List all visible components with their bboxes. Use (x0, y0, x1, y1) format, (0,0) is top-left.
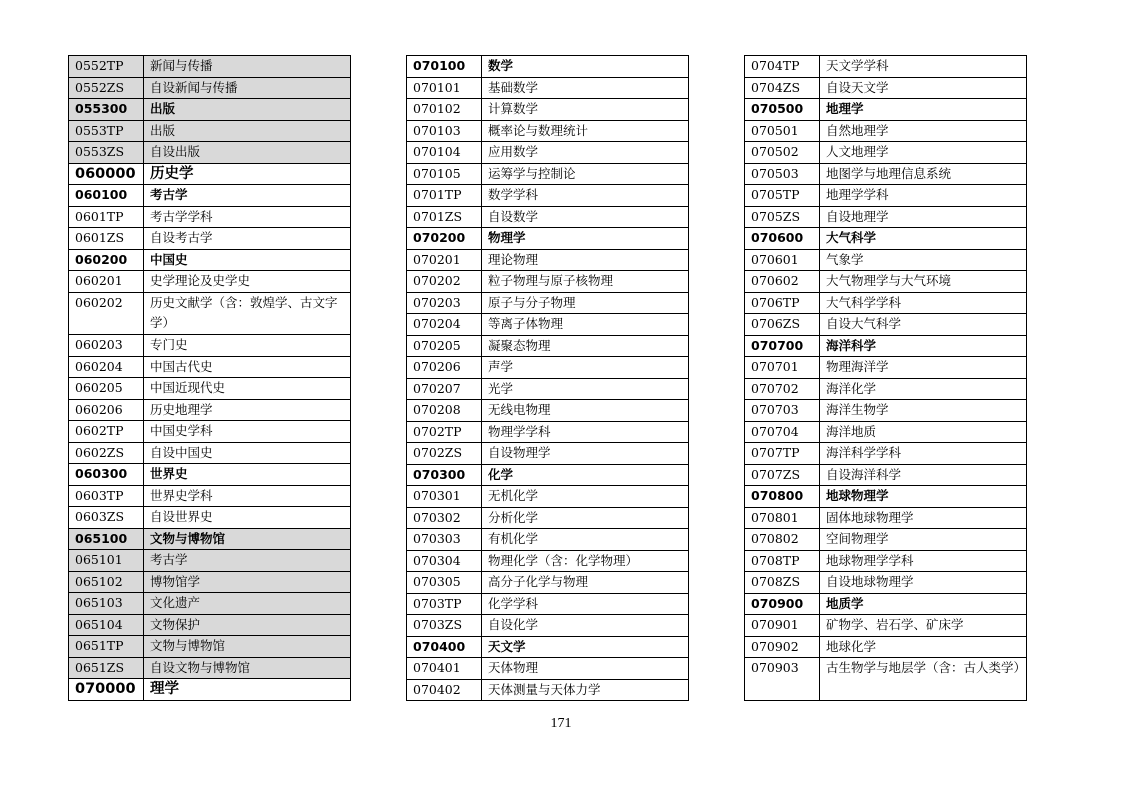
discipline-code: 0704ZS (745, 77, 820, 99)
discipline-code: 0553TP (69, 120, 144, 142)
discipline-name: 考古学 (144, 185, 351, 207)
discipline-code: 070201 (407, 249, 482, 271)
table-row (745, 206, 1027, 228)
discipline-code: 070200 (407, 228, 482, 250)
discipline-name: 自设天文学 (820, 77, 1027, 99)
discipline-name: 原子与分子物理 (482, 292, 689, 314)
discipline-code: 070704 (745, 421, 820, 443)
discipline-name: 海洋科学 (820, 335, 1027, 357)
table-row (407, 443, 689, 465)
discipline-code: 0706TP (745, 292, 820, 314)
discipline-name: 有机化学 (482, 529, 689, 551)
table-row (745, 593, 1027, 615)
discipline-name: 等离子体物理 (482, 314, 689, 336)
discipline-code: 070301 (407, 486, 482, 508)
discipline-name: 物理学学科 (482, 421, 689, 443)
table-row (745, 636, 1027, 658)
discipline-name: 文化遗产 (144, 593, 351, 615)
table-row (407, 142, 689, 164)
discipline-code: 070101 (407, 77, 482, 99)
discipline-name: 中国古代史 (144, 356, 351, 378)
discipline-name: 矿物学、岩石学、矿床学 (820, 615, 1027, 637)
discipline-code: 070303 (407, 529, 482, 551)
discipline-name: 海洋化学 (820, 378, 1027, 400)
table-row (407, 314, 689, 336)
discipline-name: 出版 (144, 120, 351, 142)
discipline-code: 0651TP (69, 636, 144, 658)
table-row (745, 77, 1027, 99)
discipline-name: 固体地球物理学 (820, 507, 1027, 529)
discipline-name: 中国史 (144, 249, 351, 271)
table-row (407, 99, 689, 121)
discipline-name: 理论物理 (482, 249, 689, 271)
discipline-code: 070204 (407, 314, 482, 336)
discipline-name: 史学理论及史学史 (144, 271, 351, 293)
discipline-code: 070302 (407, 507, 482, 529)
table-row (407, 228, 689, 250)
discipline-name: 世界史学科 (144, 485, 351, 507)
discipline-code: 0705ZS (745, 206, 820, 228)
discipline-name: 自设大气科学 (820, 314, 1027, 336)
discipline-code: 070503 (745, 163, 820, 185)
table-row (69, 399, 351, 421)
discipline-name: 自设化学 (482, 615, 689, 637)
table-row (69, 378, 351, 400)
discipline-name: 无线电物理 (482, 400, 689, 422)
discipline-code: 0701TP (407, 185, 482, 207)
discipline-name: 天文学学科 (820, 56, 1027, 78)
table-row (407, 636, 689, 658)
discipline-name: 光学 (482, 378, 689, 400)
discipline-code: 0553ZS (69, 142, 144, 164)
table-row (745, 443, 1027, 465)
table-row (745, 550, 1027, 572)
discipline-name: 分析化学 (482, 507, 689, 529)
table-row (407, 507, 689, 529)
discipline-name: 地理学 (820, 99, 1027, 121)
discipline-code: 070900 (745, 593, 820, 615)
discipline-code: 070100 (407, 56, 482, 78)
discipline-code: 070402 (407, 679, 482, 701)
discipline-name: 物理海洋学 (820, 357, 1027, 379)
table-row (407, 378, 689, 400)
discipline-name: 气象学 (820, 249, 1027, 271)
discipline-code: 0708ZS (745, 572, 820, 594)
table-row (69, 464, 351, 486)
discipline-code: 070401 (407, 658, 482, 680)
discipline-name: 自设新闻与传播 (144, 77, 351, 99)
discipline-table-left (68, 55, 351, 701)
discipline-name: 天体物理 (482, 658, 689, 680)
discipline-name: 应用数学 (482, 142, 689, 164)
table-row (69, 56, 351, 78)
discipline-code: 0703TP (407, 593, 482, 615)
discipline-name: 运筹学与控制论 (482, 163, 689, 185)
discipline-name: 大气物理学与大气环境 (820, 271, 1027, 293)
discipline-name: 地球物理学 (820, 486, 1027, 508)
discipline-name: 基础数学 (482, 77, 689, 99)
discipline-code: 070400 (407, 636, 482, 658)
table-row (407, 679, 689, 701)
table-row (69, 485, 351, 507)
page-number: 171 (550, 716, 572, 731)
discipline-name: 物理化学（含：化学物理） (482, 550, 689, 572)
table-row (745, 142, 1027, 164)
table-row (407, 120, 689, 142)
table-row (69, 206, 351, 228)
discipline-name: 化学 (482, 464, 689, 486)
discipline-code: 070206 (407, 357, 482, 379)
discipline-code: 060200 (69, 249, 144, 271)
discipline-name: 文物与博物馆 (144, 636, 351, 658)
discipline-name: 中国史学科 (144, 421, 351, 443)
table-row (69, 335, 351, 357)
discipline-name: 凝聚态物理 (482, 335, 689, 357)
table-row (745, 658, 1027, 701)
discipline-name: 历史文献学（含：敦煌学、古文字学） (144, 292, 351, 335)
table-row (407, 550, 689, 572)
table-row (745, 120, 1027, 142)
table-row (69, 292, 351, 335)
discipline-name: 博物馆学 (144, 571, 351, 593)
discipline-code: 070208 (407, 400, 482, 422)
discipline-name: 粒子物理与原子核物理 (482, 271, 689, 293)
discipline-code: 070104 (407, 142, 482, 164)
table-row (407, 271, 689, 293)
discipline-table-right (744, 55, 1027, 701)
discipline-code: 0602TP (69, 421, 144, 443)
discipline-code: 070203 (407, 292, 482, 314)
discipline-code: 070205 (407, 335, 482, 357)
table-row (69, 249, 351, 271)
table-row (745, 421, 1027, 443)
discipline-code: 070000 (69, 679, 144, 701)
discipline-code: 060204 (69, 356, 144, 378)
table-row (407, 357, 689, 379)
discipline-code: 065101 (69, 550, 144, 572)
discipline-code: 065104 (69, 614, 144, 636)
table-row (69, 271, 351, 293)
table-row (69, 77, 351, 99)
discipline-code: 0707TP (745, 443, 820, 465)
discipline-code: 070500 (745, 99, 820, 121)
discipline-code: 060000 (69, 163, 144, 185)
discipline-code: 0603TP (69, 485, 144, 507)
discipline-name: 历史地理学 (144, 399, 351, 421)
discipline-code: 070902 (745, 636, 820, 658)
discipline-name: 专门史 (144, 335, 351, 357)
discipline-code: 060202 (69, 292, 144, 335)
discipline-name: 大气科学 (820, 228, 1027, 250)
table-row (407, 572, 689, 594)
discipline-code: 070702 (745, 378, 820, 400)
discipline-name: 声学 (482, 357, 689, 379)
discipline-name: 海洋地质 (820, 421, 1027, 443)
table-row (69, 657, 351, 679)
discipline-code: 0702ZS (407, 443, 482, 465)
table-row (745, 615, 1027, 637)
discipline-name: 大气科学学科 (820, 292, 1027, 314)
discipline-name: 自设文物与博物馆 (144, 657, 351, 679)
table-row (69, 228, 351, 250)
discipline-name: 自设数学 (482, 206, 689, 228)
discipline-name: 无机化学 (482, 486, 689, 508)
table-row (69, 421, 351, 443)
discipline-name: 物理学 (482, 228, 689, 250)
discipline-code: 0704TP (745, 56, 820, 78)
table-row (745, 56, 1027, 78)
discipline-name: 自设地理学 (820, 206, 1027, 228)
table-row (407, 163, 689, 185)
table-row (745, 228, 1027, 250)
discipline-code: 0651ZS (69, 657, 144, 679)
discipline-code: 060100 (69, 185, 144, 207)
discipline-code: 070300 (407, 464, 482, 486)
table-row (745, 99, 1027, 121)
table-row (407, 185, 689, 207)
table-row (69, 679, 351, 701)
table-row (745, 185, 1027, 207)
discipline-code: 0603ZS (69, 507, 144, 529)
discipline-code: 0602ZS (69, 442, 144, 464)
discipline-name: 自设海洋科学 (820, 464, 1027, 486)
discipline-name: 自设出版 (144, 142, 351, 164)
table-row (745, 271, 1027, 293)
discipline-code: 0601ZS (69, 228, 144, 250)
table-row (69, 507, 351, 529)
table-row (745, 249, 1027, 271)
discipline-name: 文物与博物馆 (144, 528, 351, 550)
discipline-code: 070903 (745, 658, 820, 701)
discipline-name: 地图学与地理信息系统 (820, 163, 1027, 185)
discipline-name: 自设中国史 (144, 442, 351, 464)
discipline-name: 中国近现代史 (144, 378, 351, 400)
discipline-code: 065100 (69, 528, 144, 550)
discipline-name: 空间物理学 (820, 529, 1027, 551)
discipline-code: 070103 (407, 120, 482, 142)
discipline-code: 070601 (745, 249, 820, 271)
discipline-code: 065102 (69, 571, 144, 593)
table-row (407, 464, 689, 486)
discipline-code: 070701 (745, 357, 820, 379)
discipline-name: 自设地球物理学 (820, 572, 1027, 594)
discipline-name: 自设考古学 (144, 228, 351, 250)
table-row (407, 56, 689, 78)
discipline-code: 070802 (745, 529, 820, 551)
discipline-name: 高分子化学与物理 (482, 572, 689, 594)
discipline-name: 自然地理学 (820, 120, 1027, 142)
table-row (69, 99, 351, 121)
discipline-name: 古生物学与地层学（含：古人类学） (820, 658, 1027, 701)
discipline-code: 060205 (69, 378, 144, 400)
table-row (407, 335, 689, 357)
discipline-code: 0601TP (69, 206, 144, 228)
discipline-code: 0701ZS (407, 206, 482, 228)
discipline-name: 天体测量与天体力学 (482, 679, 689, 701)
discipline-code: 0552TP (69, 56, 144, 78)
discipline-name: 天文学 (482, 636, 689, 658)
table-row (69, 142, 351, 164)
table-row (745, 378, 1027, 400)
discipline-code: 070501 (745, 120, 820, 142)
table-row (745, 314, 1027, 336)
discipline-code: 070602 (745, 271, 820, 293)
discipline-name: 出版 (144, 99, 351, 121)
discipline-name: 人文地理学 (820, 142, 1027, 164)
table-row (69, 614, 351, 636)
discipline-table-middle (406, 55, 689, 701)
discipline-name: 海洋生物学 (820, 400, 1027, 422)
discipline-name: 地球物理学学科 (820, 550, 1027, 572)
discipline-name: 自设物理学 (482, 443, 689, 465)
discipline-code: 0706ZS (745, 314, 820, 336)
table-row (745, 357, 1027, 379)
discipline-code: 070801 (745, 507, 820, 529)
table-row (745, 335, 1027, 357)
discipline-code: 065103 (69, 593, 144, 615)
table-row (407, 593, 689, 615)
discipline-code: 0702TP (407, 421, 482, 443)
table-row (407, 529, 689, 551)
table-row (407, 249, 689, 271)
discipline-code: 0552ZS (69, 77, 144, 99)
table-row (407, 615, 689, 637)
discipline-code: 070202 (407, 271, 482, 293)
table-row (407, 292, 689, 314)
table-row (69, 550, 351, 572)
table-row (745, 529, 1027, 551)
discipline-code: 070304 (407, 550, 482, 572)
table-row (69, 185, 351, 207)
discipline-code: 0705TP (745, 185, 820, 207)
table-row (745, 292, 1027, 314)
discipline-name: 概率论与数理统计 (482, 120, 689, 142)
discipline-code: 070600 (745, 228, 820, 250)
table-row (69, 442, 351, 464)
discipline-name: 历史学 (144, 163, 351, 185)
discipline-code: 070800 (745, 486, 820, 508)
discipline-name: 化学学科 (482, 593, 689, 615)
table-row (407, 658, 689, 680)
table-row (745, 400, 1027, 422)
discipline-name: 地球化学 (820, 636, 1027, 658)
discipline-name: 新闻与传播 (144, 56, 351, 78)
discipline-name: 考古学学科 (144, 206, 351, 228)
discipline-code: 060300 (69, 464, 144, 486)
discipline-code: 070901 (745, 615, 820, 637)
discipline-code: 070502 (745, 142, 820, 164)
table-row (69, 120, 351, 142)
table-row (407, 486, 689, 508)
discipline-code: 070207 (407, 378, 482, 400)
discipline-code: 060203 (69, 335, 144, 357)
discipline-name: 自设世界史 (144, 507, 351, 529)
discipline-name: 数学 (482, 56, 689, 78)
table-row (407, 400, 689, 422)
table-row (745, 163, 1027, 185)
discipline-code: 0708TP (745, 550, 820, 572)
discipline-code: 055300 (69, 99, 144, 121)
discipline-code: 060201 (69, 271, 144, 293)
table-row (69, 356, 351, 378)
table-row (69, 528, 351, 550)
discipline-code: 0707ZS (745, 464, 820, 486)
discipline-name: 文物保护 (144, 614, 351, 636)
discipline-name: 地理学学科 (820, 185, 1027, 207)
table-row (407, 206, 689, 228)
discipline-name: 海洋科学学科 (820, 443, 1027, 465)
discipline-name: 计算数学 (482, 99, 689, 121)
discipline-name: 考古学 (144, 550, 351, 572)
discipline-code: 070305 (407, 572, 482, 594)
discipline-code: 070700 (745, 335, 820, 357)
table-row (745, 486, 1027, 508)
discipline-code: 070105 (407, 163, 482, 185)
discipline-name: 世界史 (144, 464, 351, 486)
discipline-name: 地质学 (820, 593, 1027, 615)
table-row (745, 464, 1027, 486)
discipline-name: 数学学科 (482, 185, 689, 207)
discipline-name: 理学 (144, 679, 351, 701)
table-row (69, 636, 351, 658)
table-row (745, 507, 1027, 529)
table-row (407, 77, 689, 99)
discipline-code: 070703 (745, 400, 820, 422)
table-row (407, 421, 689, 443)
table-row (69, 163, 351, 185)
discipline-code: 060206 (69, 399, 144, 421)
discipline-code: 0703ZS (407, 615, 482, 637)
table-row (69, 571, 351, 593)
table-row (745, 572, 1027, 594)
table-row (69, 593, 351, 615)
discipline-code: 070102 (407, 99, 482, 121)
